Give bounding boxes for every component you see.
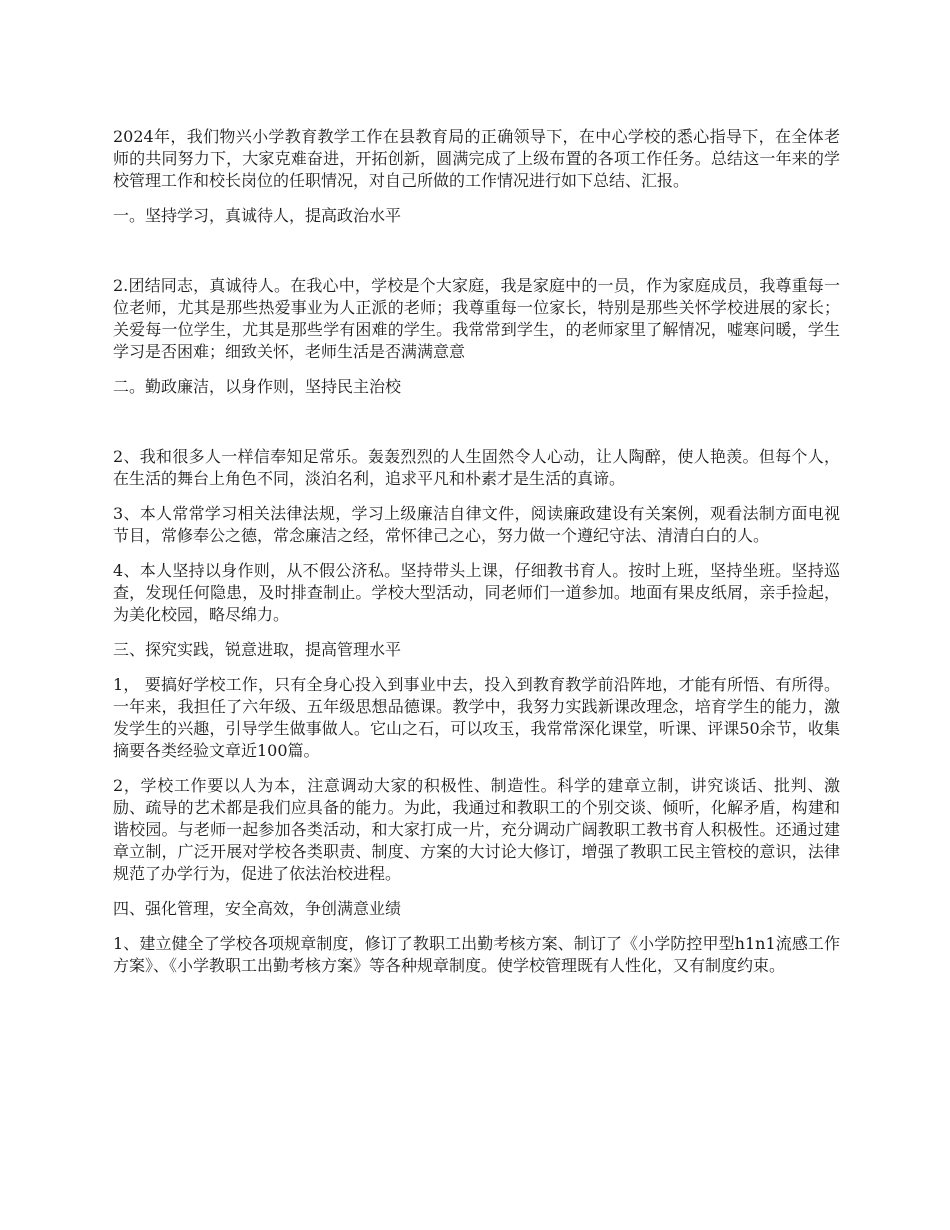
paragraph-unity: 2.团结同志，真诚待人。在我心中，学校是个大家庭，我是家庭中的一员，作为家庭成员，我尊重每一位老师，尤其是那些热爱事业为人正派的老师；我尊重每一位家长，特别是那些关怀学校进展的家长；关爱每一位学生，尤其是那些学有困难的学生。我常常到学生，的老师家里了解情况，嘘寒问暖，学生学习是否困难；细致关怀，老师生活是否满满意意	[113, 276, 840, 361]
paragraph-teaching: 1， 要搞好学校工作，只有全身心投入到事业中去，投入到教育教学前沿阵地，才能有所悟、有所得。一年来，我担任了六年级、五年级思想品德课。教学中，我努力实践新课改理念，培育学生的能力，激发学生的兴趣，引导学生做事做人。它山之石，可以攻玉，我常常深化课堂，听课、评课50余节，收集摘要各类经验文章近100篇。	[113, 675, 840, 760]
section-heading-1: 一。坚持学习，真诚待人，提高政治水平	[113, 206, 402, 225]
paragraph-contentment: 2、我和很多人一样信奉知足常乐。轰轰烈烈的人生固然令人心动，让人陶醉，使人艳羡。但每个人，在生活的舞台上角色不同，淡泊名利，追求平凡和朴素才是生活的真谛。	[113, 447, 840, 488]
section-heading-4: 四、强化管理，安全高效，争创满意业绩	[113, 899, 402, 918]
section-heading-3: 三、探究实践，锐意进取，提高管理水平	[113, 640, 402, 659]
intro-paragraph: 2024年，我们物兴小学教育教学工作在县教育局的正确领导下，在中心学校的悉心指导下，在全体老师的共同努力下，大家克难奋进，开拓创新，圆满完成了上级布置的各项工作任务。总结这一年来的学校管理工作和校长岗位的任职情况，对自己所做的工作情况进行如下总结、汇报。	[113, 127, 840, 190]
paragraph-regulations: 1、建立健全了学校各项规章制度，修订了教职工出勤考核方案、制订了《小学防控甲型h1n1流感工作方案》、《小学教职工出勤考核方案》等各种规章制度。使学校管理既有人性化，又有制度约束。	[113, 934, 840, 975]
paragraph-people-oriented: 2，学校工作要以人为本，注意调动大家的积极性、制造性。科学的建章立制，讲究谈话、批判、激励、疏导的艺术都是我们应具备的能力。为此，我通过和教职工的个别交谈、倾听，化解矛盾，构建和谐校园。与老师一起参加各类活动，和大家打成一片，充分调动广阔教职工教书育人积极性。还通过建章立制，广泛开展对学校各类职责、制度、方案的大讨论大修订，增强了教职工民主管校的意识，法律规范了办学行为，促进了依法治校进程。	[113, 776, 840, 883]
paragraph-law-study: 3、本人常常学习相关法律法规，学习上级廉洁自律文件，阅读廉政建设有关案例，观看法制方面电视节目，常修奉公之德，常念廉洁之经，常怀律己之心，努力做一个遵纪守法、清清白白的人。	[113, 504, 840, 545]
paragraph-example: 4、本人坚持以身作则，从不假公济私。坚持带头上课，仔细教书育人。按时上班，坚持坐班。坚持巡查，发现任何隐患，及时排查制止。学校大型活动，同老师们一道参加。地面有果皮纸屑，亲手捡起，为美化校园，略尽绵力。	[113, 561, 840, 624]
document-body	[113, 126, 840, 990]
section-heading-2: 二。勤政廉洁，以身作则，坚持民主治校	[113, 377, 402, 396]
